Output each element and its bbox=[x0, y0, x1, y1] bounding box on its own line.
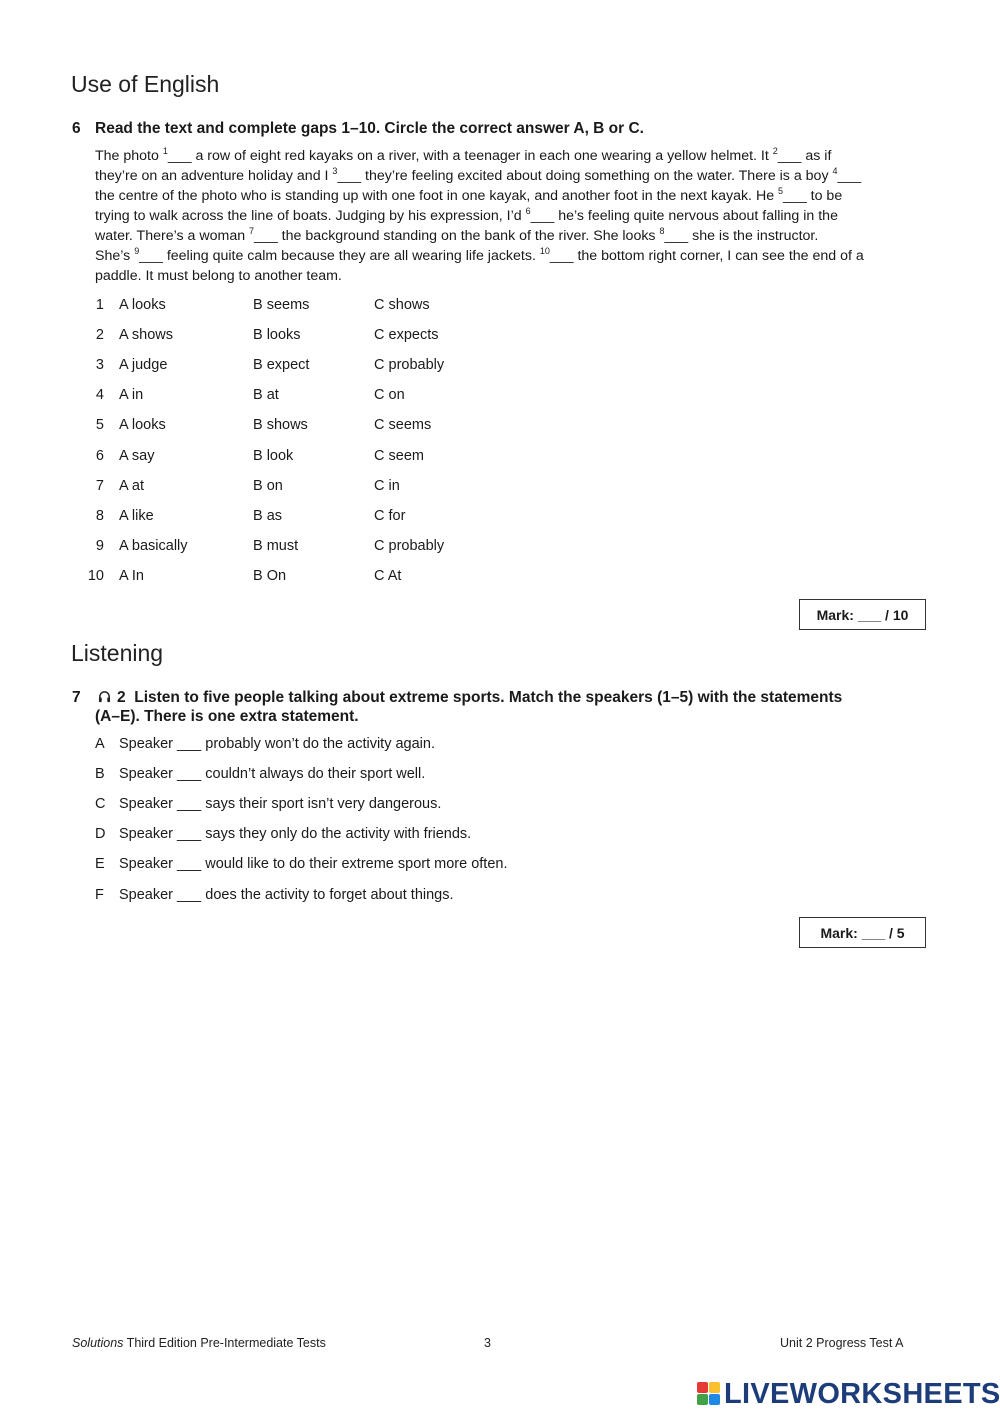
option-c[interactable]: C for bbox=[374, 507, 406, 524]
option-a[interactable]: A say bbox=[119, 447, 155, 464]
gap-number: 4 bbox=[832, 166, 838, 176]
statement-row bbox=[0, 736, 600, 756]
book-title-rest: Third Edition Pre-Intermediate Tests bbox=[123, 1336, 326, 1350]
statement-text[interactable]: Speaker ___ does the activity to forget about things. bbox=[119, 886, 454, 903]
gap-number: 3 bbox=[332, 166, 338, 176]
statement-row bbox=[0, 796, 600, 816]
option-row bbox=[0, 327, 460, 347]
passage-text: ___ they’re feeling excited about doing something on the water. There is a boy bbox=[337, 168, 833, 184]
statement-row bbox=[0, 856, 600, 876]
reading-passage bbox=[95, 146, 921, 286]
passage-text: She’s bbox=[95, 248, 135, 264]
footer-unit: Unit 2 Progress Test A bbox=[780, 1336, 904, 1350]
passage-text: water. There’s a woman bbox=[95, 228, 250, 244]
statement-row bbox=[0, 887, 600, 907]
option-b[interactable]: B looks bbox=[253, 327, 301, 344]
option-c[interactable]: C in bbox=[374, 477, 400, 494]
statement-text[interactable]: Speaker ___ says they only do the activity with friends. bbox=[119, 826, 472, 843]
option-a[interactable]: A like bbox=[119, 507, 154, 524]
gap-number: 10 bbox=[539, 246, 550, 256]
option-row bbox=[0, 538, 460, 558]
option-b[interactable]: B seems bbox=[253, 297, 310, 313]
option-row bbox=[0, 417, 460, 437]
mark-box-task-6: Mark: ___ / 10 bbox=[799, 599, 926, 630]
statement-text[interactable]: Speaker ___ says their sport isn’t very dangerous. bbox=[119, 796, 442, 813]
option-row bbox=[0, 568, 460, 588]
option-row bbox=[0, 387, 460, 407]
passage-text: ___ as if bbox=[777, 148, 832, 164]
option-a[interactable]: A looks bbox=[119, 297, 166, 313]
passage-text: trying to walk across the line of boats. Judging by his expression, I’d bbox=[95, 208, 526, 224]
passage-text: the centre of the photo who is standing up with one foot in one kayak, and another foot in the next kayak. He bbox=[95, 188, 779, 204]
statement-text[interactable]: Speaker ___ probably won’t do the activity again. bbox=[119, 736, 435, 752]
option-c[interactable]: C shows bbox=[374, 297, 430, 313]
passage-line bbox=[95, 246, 921, 266]
statement-text[interactable]: Speaker ___ would like to do their extreme sport more often. bbox=[119, 856, 508, 873]
gap-number: 6 bbox=[525, 206, 531, 216]
section-title-listening: Listening bbox=[71, 640, 164, 666]
option-b[interactable]: B On bbox=[253, 567, 287, 584]
option-row bbox=[0, 448, 460, 468]
statement-letter: D bbox=[95, 826, 106, 843]
option-b[interactable]: B expect bbox=[253, 357, 310, 374]
passage-text: paddle. It must belong to another team. bbox=[95, 268, 342, 284]
option-b[interactable]: B shows bbox=[253, 417, 308, 434]
option-a[interactable]: A looks bbox=[119, 417, 166, 434]
logo-block bbox=[709, 1382, 720, 1393]
option-c[interactable]: C probably bbox=[374, 537, 445, 554]
logo-blocks-icon bbox=[697, 1382, 721, 1406]
option-row bbox=[0, 508, 460, 528]
option-c[interactable]: C seems bbox=[374, 417, 432, 434]
statement-text[interactable]: Speaker ___ couldn’t always do their sport well. bbox=[119, 766, 426, 783]
gap-number: 8 bbox=[659, 226, 665, 236]
option-b[interactable]: B must bbox=[253, 537, 299, 554]
gap-number: 7 bbox=[249, 226, 255, 236]
logo-block bbox=[697, 1382, 708, 1393]
passage-line bbox=[95, 226, 921, 246]
mark-box-task-7: Mark: ___ / 5 bbox=[799, 917, 926, 948]
logo-text: LIVEWORKSHEETS bbox=[724, 1377, 1000, 1410]
option-b[interactable]: B at bbox=[253, 387, 279, 404]
statement-letter: F bbox=[95, 886, 104, 903]
liveworksheets-logo[interactable] bbox=[697, 1377, 1000, 1411]
option-number: 10 bbox=[87, 567, 104, 584]
statement-letter: B bbox=[95, 766, 105, 783]
option-number: 7 bbox=[95, 477, 104, 494]
option-row bbox=[0, 478, 460, 498]
task-number: 6 bbox=[72, 120, 81, 137]
passage-line bbox=[95, 146, 921, 166]
option-number: 6 bbox=[95, 447, 104, 464]
task-instruction: Read the text and complete gaps 1–10. Circle the correct answer A, B or C. bbox=[95, 120, 644, 137]
section-title-use-of-english: Use of English bbox=[71, 71, 220, 97]
statement-letter: E bbox=[95, 856, 105, 873]
headphones-icon bbox=[98, 690, 111, 703]
option-a[interactable]: A judge bbox=[119, 357, 168, 374]
option-a[interactable]: A in bbox=[119, 387, 144, 404]
option-a[interactable]: A at bbox=[119, 477, 144, 494]
instruction-line-1: Listen to five people talking about extreme sports. Match the speakers (1–5) with the statements bbox=[134, 689, 843, 706]
statement-row bbox=[0, 766, 600, 786]
option-number: 5 bbox=[95, 417, 104, 434]
option-b[interactable]: B as bbox=[253, 507, 283, 524]
passage-line bbox=[95, 166, 921, 186]
footer-book-title bbox=[72, 1336, 326, 1350]
logo-block bbox=[697, 1394, 708, 1405]
gap-number: 2 bbox=[772, 146, 778, 156]
passage-line bbox=[95, 266, 921, 286]
option-c[interactable]: C At bbox=[374, 567, 402, 584]
option-number: 8 bbox=[95, 507, 104, 524]
option-a[interactable]: A basically bbox=[119, 537, 188, 554]
passage-text: ___ the bottom right corner, I can see the end of a bbox=[549, 248, 864, 264]
passage-text: ___ a row of eight red kayaks on a river, with a teenager in each one wearing a yellow helmet. It bbox=[167, 148, 773, 164]
passage-text: ___ she is the instructor. bbox=[664, 228, 819, 244]
track-number: 2 bbox=[117, 689, 126, 706]
option-c[interactable]: C probably bbox=[374, 357, 445, 374]
option-a[interactable]: A shows bbox=[119, 327, 173, 344]
book-title-italic: Solutions bbox=[72, 1336, 124, 1350]
task-instruction bbox=[98, 688, 918, 707]
option-b[interactable]: B on bbox=[253, 477, 283, 494]
option-c[interactable]: C on bbox=[374, 387, 405, 404]
gap-number: 5 bbox=[778, 186, 784, 196]
task-number: 7 bbox=[72, 689, 81, 706]
option-c[interactable]: C expects bbox=[374, 327, 439, 344]
logo-block bbox=[709, 1394, 720, 1405]
option-number: 1 bbox=[95, 297, 104, 313]
statement-letter: A bbox=[95, 736, 105, 752]
passage-text: ___ to be bbox=[783, 188, 843, 204]
passage-text: ___ bbox=[837, 168, 862, 184]
option-number: 9 bbox=[95, 537, 104, 554]
footer-page-number: 3 bbox=[484, 1336, 491, 1350]
option-b[interactable]: B look bbox=[253, 447, 294, 464]
instruction-line-2: (A–E). There is one extra statement. bbox=[95, 708, 359, 725]
option-row bbox=[0, 297, 460, 317]
passage-text: ___ the background standing on the bank of the river. She looks bbox=[254, 228, 660, 244]
passage-text: The photo bbox=[95, 148, 163, 164]
statement-row bbox=[0, 826, 600, 846]
passage-text: they’re on an adventure holiday and I bbox=[95, 168, 333, 184]
passage-text: ___ he’s feeling quite nervous about falling in the bbox=[530, 208, 838, 224]
option-number: 3 bbox=[95, 357, 104, 374]
option-number: 4 bbox=[95, 387, 104, 404]
passage-text: ___ feeling quite calm because they are all wearing life jackets. bbox=[139, 248, 540, 264]
passage-line bbox=[95, 186, 921, 206]
option-c[interactable]: C seem bbox=[374, 447, 424, 464]
gap-number: 9 bbox=[134, 246, 140, 256]
option-row bbox=[0, 357, 460, 377]
option-a[interactable]: A In bbox=[119, 567, 144, 584]
gap-number: 1 bbox=[162, 146, 168, 156]
option-number: 2 bbox=[95, 327, 104, 344]
passage-line bbox=[95, 206, 921, 226]
statement-letter: C bbox=[95, 796, 106, 813]
